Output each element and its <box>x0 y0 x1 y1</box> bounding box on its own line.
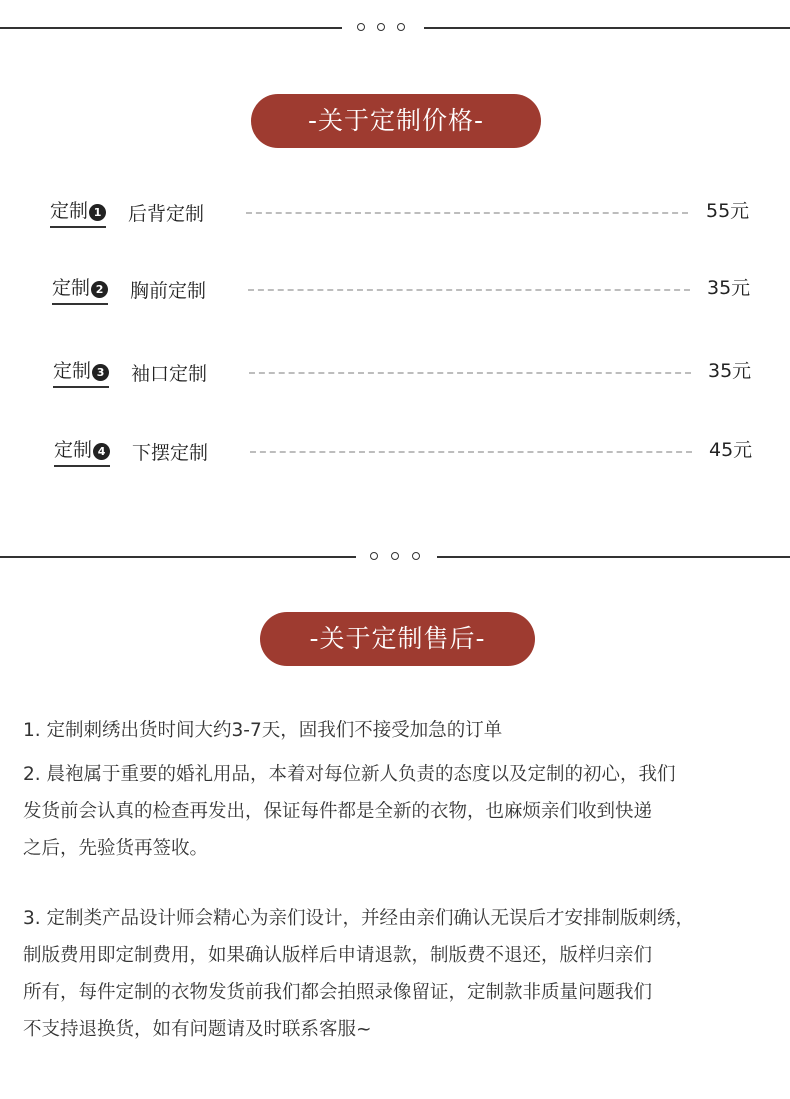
price-section-title: -关于定制价格- <box>251 94 541 148</box>
note-line: 1. 定制刺绣出货时间大约3-7天，固我们不接受加急的订单 <box>23 720 503 741</box>
divider-line-left <box>0 556 356 558</box>
dashed-leader <box>250 451 692 453</box>
number-2-icon: 2 <box>91 281 108 298</box>
number-1-icon: 1 <box>89 204 106 221</box>
divider-dot-icon <box>412 552 420 560</box>
divider-line-right <box>424 27 790 29</box>
custom-tag <box>53 358 109 388</box>
number-4-icon: 4 <box>93 443 110 460</box>
note-line: 发货前会认真的检查再发出，保证每件都是全新的衣物，也麻烦亲们收到快递 <box>23 801 653 822</box>
after-sales-section-title: -关于定制售后- <box>260 612 535 666</box>
note-line: 制版费用即定制费用，如果确认版样后申请退款，制版费不退还，版样归亲们 <box>23 945 653 966</box>
note-line: 不支持退换货，如有问题请及时联系客服~ <box>23 1019 372 1040</box>
note-line: 所有，每件定制的衣物发货前我们都会拍照录像留证，定制款非质量问题我们 <box>23 982 653 1003</box>
item-price: 35元 <box>707 277 751 299</box>
divider-line-left <box>0 27 342 29</box>
divider-dot-icon <box>397 23 405 31</box>
divider-dot-icon <box>370 552 378 560</box>
item-name: 胸前定制 <box>130 280 207 302</box>
number-3-icon: 3 <box>92 364 109 381</box>
custom-tag-label: 定制 <box>54 439 93 461</box>
custom-tag <box>50 198 106 228</box>
note-1 <box>23 712 783 749</box>
price-row-cuff <box>53 358 763 398</box>
item-name: 后背定制 <box>128 203 205 225</box>
divider-line-right <box>437 556 790 558</box>
price-row-chest <box>52 275 762 315</box>
price-row-hem <box>54 437 764 477</box>
divider-dot-icon <box>357 23 365 31</box>
item-price: 55元 <box>706 200 750 222</box>
custom-tag-label: 定制 <box>50 200 89 222</box>
item-price: 45元 <box>709 439 753 461</box>
custom-tag <box>52 275 108 305</box>
note-line: 2. 晨袍属于重要的婚礼用品，本着对每位新人负责的态度以及定制的初心，我们 <box>23 764 676 785</box>
note-2 <box>23 756 783 867</box>
custom-tag-label: 定制 <box>52 277 91 299</box>
item-name: 下摆定制 <box>132 442 209 464</box>
dashed-leader <box>249 372 691 374</box>
middle-divider <box>0 551 790 563</box>
note-3 <box>23 900 783 1048</box>
price-row-back <box>50 198 760 238</box>
note-line: 3. 定制类产品设计师会精心为亲们设计，并经由亲们确认无误后才安排制版刺绣， <box>23 908 695 929</box>
divider-dot-icon <box>391 552 399 560</box>
note-line: 之后，先验货再签收。 <box>23 838 209 859</box>
custom-tag-label: 定制 <box>53 360 92 382</box>
item-price: 35元 <box>708 360 752 382</box>
dashed-leader <box>246 212 688 214</box>
item-name: 袖口定制 <box>131 363 208 385</box>
divider-dot-icon <box>377 23 385 31</box>
dashed-leader <box>248 289 690 291</box>
top-divider <box>0 22 790 34</box>
custom-tag <box>54 437 110 467</box>
